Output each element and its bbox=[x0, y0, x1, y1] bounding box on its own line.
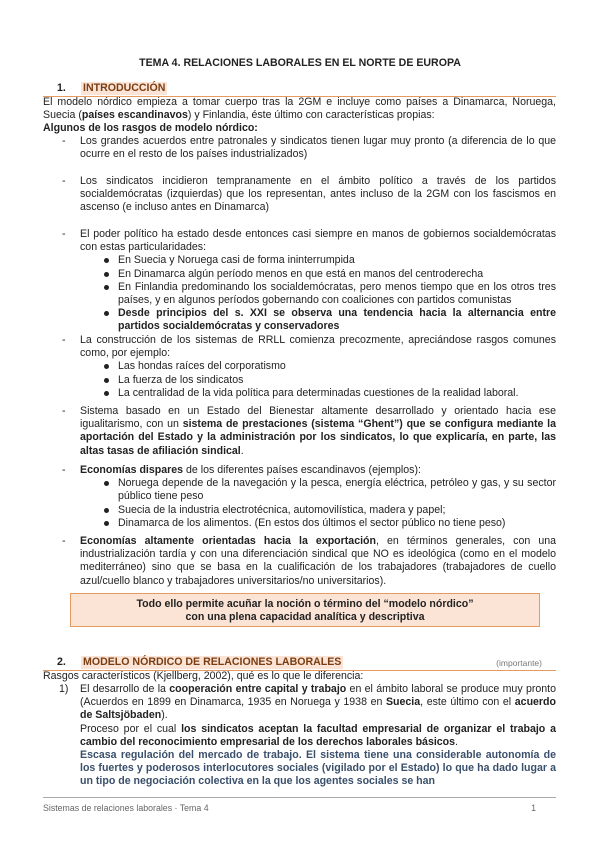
section-heading-modelo bbox=[43, 656, 556, 671]
model-text: ). bbox=[161, 709, 168, 722]
section-number: 2. bbox=[57, 656, 66, 668]
model-text: , este último con el bbox=[420, 696, 515, 709]
dash-marker: - bbox=[62, 535, 66, 547]
intro-subtitle: Algunos de los rasgos de modelo nórdico: bbox=[43, 122, 258, 135]
callout-box bbox=[70, 593, 540, 627]
model-bold: cooperación entre capital y trabajo bbox=[169, 683, 347, 695]
model-text: Proceso por el cual bbox=[80, 722, 182, 735]
dash-marker: - bbox=[62, 135, 66, 147]
document-title: TEMA 4. RELACIONES LABORALES EN EL NORTE DE EUROPA bbox=[139, 57, 461, 69]
bullet-item: Suecia de la industria electrotécnica, automovilística, madera y papel; bbox=[98, 504, 556, 517]
bullet-list bbox=[80, 360, 556, 400]
point-text: de los diferentes países escandinavos (ejemplos): bbox=[183, 464, 421, 476]
intro-text-c: ) y Finlandia, éste último con características propias: bbox=[187, 109, 435, 122]
intro-text-a: El modelo nórdico empieza a tomar cuerpo tras la 2GM e incluye como países a Dinamarca, Noruega, Suecia ( bbox=[43, 96, 556, 122]
item-number: 1) bbox=[59, 683, 69, 695]
bullet-list bbox=[80, 477, 556, 530]
section-label: MODELO NÓRDICO DE RELACIONES LABORALES bbox=[83, 656, 342, 668]
intro-paragraph bbox=[43, 96, 556, 136]
point-bold: sistema de prestaciones (sistema “Ghent”) que se configura mediante la aportación del Estado y la administración por los sindicatos, lo que explicaría, en parte, las altas tasas de afiliación sindical bbox=[80, 418, 556, 457]
dash-marker: - bbox=[62, 405, 66, 417]
point-bold: Economías altamente orientadas hacia la exportación bbox=[80, 535, 376, 547]
section-number: 1. bbox=[57, 82, 66, 94]
point-text: Los grandes acuerdos entre patronales y sindicatos tienen lugar muy pronto (a diferencia de lo que ocurre en el resto de los países industrializados) bbox=[80, 135, 556, 161]
bullet-item: Desde principios del s. XXI se observa una tendencia hacia la alternancia entre partidos socialdemócratas y conservadores bbox=[98, 307, 556, 333]
list-item bbox=[43, 464, 556, 530]
callout-line-2: con una plena capacidad analítica y descriptiva bbox=[185, 611, 425, 623]
model-intro: Rasgos característicos (Kjellberg, 2002), qué es lo que le diferencia: bbox=[43, 670, 364, 682]
model-text: en el ámbito laboral se produce muy pronto (Acuerdos en 1899 en Dinamarca, 1935 en Noruega y 1938 en bbox=[80, 683, 556, 709]
model-text: El desarrollo de la bbox=[80, 683, 170, 695]
point-text: Sistema basado en un Estado del Bienestar altamente desarrollado y orientado hacia ese igualitarismo, con un bbox=[80, 405, 556, 431]
numbered-item bbox=[43, 683, 556, 789]
point-text: Los sindicatos incidieron tempranamente en el ámbito político a través de los partidos socialdemócratas (izquierdas) que los representan, antes incluso de la 2GM con los fascismos en ascenso (e incluso antes en Dinamarca) bbox=[80, 175, 556, 214]
model-bold: acuerdo de Saltsjöbaden bbox=[80, 696, 556, 722]
point-text: El poder político ha estado desde entonces casi siempre en manos de gobiernos socialdemócratas con estas particularidades: bbox=[80, 228, 556, 254]
page-number: 1 bbox=[531, 803, 536, 813]
bullet-item: La fuerza de los sindicatos bbox=[98, 374, 556, 387]
bullet-item: La centralidad de la vida política para determinadas cuestiones de la realidad laboral. bbox=[98, 387, 556, 400]
dash-marker: - bbox=[62, 334, 66, 346]
callout-line-1: Todo ello permite acuñar la noción o término del “modelo nórdico” bbox=[136, 598, 474, 610]
model-text: . bbox=[455, 735, 458, 748]
dash-marker: - bbox=[62, 464, 66, 476]
footer-text: Sistemas de relaciones laborales · Tema 4 bbox=[43, 803, 209, 813]
model-bold: Suecia bbox=[385, 696, 421, 709]
model-bold: los sindicatos aceptan la facultad empresarial de organizar el trabajo a cambio del reconocimiento empresarial de los derechos laborales básicos bbox=[80, 722, 556, 748]
list-item bbox=[43, 535, 556, 588]
intro-text-bold: países escandinavos bbox=[81, 109, 188, 122]
dash-marker: - bbox=[62, 228, 66, 240]
section-heading-introduccion bbox=[43, 82, 556, 97]
point-text: La construcción de los sistemas de RRLL comienza precozmente, apreciándose rasgos comunes como, por ejemplo: bbox=[80, 334, 556, 360]
bullet-item: Noruega depende de la navegación y la pesca, energía eléctrica, petróleo y gas, y su sector público tiene peso bbox=[98, 477, 556, 503]
point-end: . bbox=[240, 444, 244, 457]
bullet-list bbox=[80, 254, 556, 333]
section-label: INTRODUCCIÓN bbox=[83, 82, 166, 94]
list-item bbox=[43, 135, 556, 161]
importance-note: (importante) bbox=[496, 658, 542, 668]
list-item bbox=[43, 175, 556, 215]
bullet-item: En Dinamarca algún período menos en que está en manos del centroderecha bbox=[98, 268, 556, 281]
dash-marker: - bbox=[62, 175, 66, 187]
model-highlight: Escasa regulación del mercado de trabajo. El sistema tiene una considerable autonomía de los fuertes y poderosos interlocutores sociales (vigilado por el Estado) lo que ha dado lugar a un tipo de negociación colectiva en la que los agentes sociales se han bbox=[80, 749, 556, 788]
bullet-item: En Suecia y Noruega casi de forma ininterrumpida bbox=[98, 254, 556, 267]
page-footer bbox=[43, 797, 556, 815]
list-item bbox=[43, 334, 556, 400]
bullet-item: En Finlandia predominando los socialdemócratas, pero menos tiempo que en los otros tres países, y en algunos períodos gobernando con coaliciones con partidos comunistas bbox=[98, 281, 556, 307]
bullet-item: Dinamarca de los alimentos. (En estos dos últimos el sector público no tiene peso) bbox=[98, 517, 556, 530]
list-item bbox=[43, 228, 556, 334]
bullet-item: Las hondas raíces del corporatismo bbox=[98, 360, 556, 373]
list-item bbox=[43, 405, 556, 458]
point-text: , en términos generales, con una industrialización tardía y con una diferenciación sindical que NO es ideológica (como en el modelo mediterráneo) sino que se basa en la cualificación de los trabajadores (trabajadores de cuello azul/cuello blanco y trabajadores universitarios/no universitarios). bbox=[80, 535, 556, 587]
point-bold: Economías dispares bbox=[80, 464, 184, 476]
